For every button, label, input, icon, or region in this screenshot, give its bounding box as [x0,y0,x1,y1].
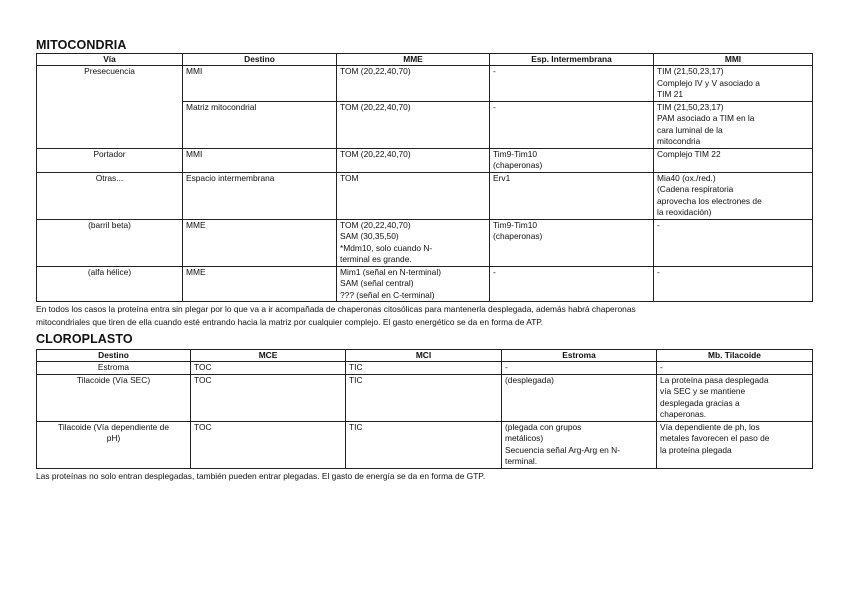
cell-mci-line: TIC [349,374,363,385]
cell-mb-tilacoide-line: metales favorecen el paso de [660,433,770,443]
cell-mmi-line: Mia40 (ox./red.) [657,172,716,183]
cell-mb-tilacoide-line: - [660,362,663,372]
cell-mme-line: TOM [340,172,359,183]
mitocondria-title: MITOCONDRIA [36,38,127,52]
table-row [37,148,813,172]
cell-esp-intermembrana-line: (chaperonas) [493,231,543,241]
mitocondria-note [36,303,812,328]
cell-mme-line: terminal es grande. [340,254,412,264]
cell-estroma-line: (plegada con grupos [505,421,582,432]
table-row [37,172,813,219]
cell-destino-line: MME [186,219,206,230]
cell-mmi [654,101,813,148]
cell-mmi-line: Complejo TIM 22 [657,148,721,159]
cell-mme [337,101,490,148]
mitocondria-header-row [37,54,813,66]
cell-estroma [502,362,657,375]
cell-destino-line: MME [186,266,206,277]
cell-mce [191,421,346,468]
cell-mce [191,362,346,375]
cell-destino-line: Espacio intermembrana [186,172,275,183]
cell-mmi-line: Complejo IV y V asociado a [657,77,760,88]
cell-destino-line: MMI [186,148,203,159]
cell-via-line: Portador [93,148,126,159]
cell-mce [191,374,346,421]
cell-via-line: Otras... [95,172,124,183]
cell-mmi-line: TIM (21,50,23,17) [657,101,724,112]
cell-mci-line: TIC [349,362,363,372]
cell-mmi-line: PAM asociado a TIM en la [657,113,755,123]
cloroplasto-title: CLOROPLASTO [36,332,133,346]
cell-mmi-line: aprovecha los electrones de [657,195,762,206]
cell-esp-intermembrana [490,219,654,266]
cell-mb-tilacoide-line: vía SEC y se mantiene [660,386,746,396]
mitocondria-note-line: mitocondriales que tiren de ella cuando esté entrando hacia la matriz por cualquier complejo. El gasto energético se da en forma de ATP. [36,316,544,327]
cell-mmi-line: - [657,266,660,277]
cell-destino-line: Tilacoide (Vía SEC) [76,374,151,385]
cell-mb-tilacoide-line: La proteína pasa desplegada [660,374,769,385]
cell-estroma-line: Secuencia señal Arg-Arg en N- [505,444,620,455]
cell-mme-line: Mim1 (señal en N-terminal) [340,266,441,277]
cell-destino [37,362,191,375]
cell-via-line: (barril beta) [88,219,131,230]
cell-mce-line: TOC [194,362,212,372]
cell-mb-tilacoide-line: Vía dependiente de ph, los [660,421,760,432]
cell-destino-line: Estroma [97,362,130,372]
cloroplasto-header-row [37,350,813,362]
cell-esp-intermembrana [490,266,654,302]
cell-mb-tilacoide-line: chaperonas. [660,409,707,419]
cell-mci [346,362,502,375]
cell-via-line: (alfa hélice) [87,266,132,277]
cell-mb-tilacoide [657,362,813,375]
table-row [37,374,813,421]
cell-destino [37,421,191,468]
cell-destino [183,219,337,266]
cell-mme-line: TOM (20,22,40,70) [340,101,411,112]
mitocondria-table [36,53,813,302]
header-mmi: MMI [654,54,813,66]
cell-esp-intermembrana-line: Tim9-Tim10 [493,148,538,159]
cell-mb-tilacoide-line: desplegada gracias a [660,397,740,408]
header-mci: MCI [346,350,502,362]
cell-mme [337,148,490,172]
cell-estroma [502,374,657,421]
cell-destino-line: Matriz mitocondrial [186,101,257,112]
cell-mme-line: SAM (señal central) [340,278,414,288]
cloroplasto-table [36,349,813,469]
cell-mmi [654,266,813,302]
cloroplasto-note: Las proteínas no solo entran desplegadas, también pueden entrar plegadas. El gasto de energía se da en forma de GTP. [36,470,486,481]
cell-mme-line: TOM (20,22,40,70) [340,148,411,159]
cell-esp-intermembrana-line: (chaperonas) [493,160,543,170]
cell-destino [183,266,337,302]
table-row [37,266,813,302]
cell-via [37,172,183,219]
cell-mme-line: *Mdm10, solo cuando N- [340,242,433,253]
cell-mce-line: TOC [194,421,212,432]
cell-mmi-line: TIM 21 [657,89,684,99]
cell-via-line: Presecuencia [84,66,135,76]
cell-estroma-line: (desplegada) [505,374,554,385]
cell-mb-tilacoide [657,421,813,468]
cell-esp-intermembrana-line: - [493,266,496,277]
header-esp-intermembrana: Esp. Intermembrana [490,54,654,66]
cell-mme [337,266,490,302]
cell-mce-line: TOC [194,374,212,385]
cell-esp-intermembrana [490,148,654,172]
cell-mmi-line: TIM (21,50,23,17) [657,66,724,76]
cell-estroma-line: metálicos) [505,433,544,443]
cell-via [37,266,183,302]
cell-esp-intermembrana [490,172,654,219]
header-via: Vía [37,54,183,66]
cell-mme [337,219,490,266]
cell-destino-line: MMI [186,66,203,76]
cell-mci [346,421,502,468]
cell-esp-intermembrana-line: - [493,101,496,112]
cell-destino [37,374,191,421]
mitocondria-note-line: En todos los casos la proteína entra sin plegar por lo que va a ir acompañada de chaperonas citosólicas para mantenerla desplegada, además habrá chaperonas [36,304,636,314]
cell-mmi-line: (Cadena respiratoria [657,184,734,194]
cell-destino [183,66,337,102]
cell-mme [337,172,490,219]
cell-mmi [654,66,813,102]
cell-mmi [654,172,813,219]
cell-esp-intermembrana-line: - [493,66,496,76]
cell-via [37,219,183,266]
cell-mmi [654,148,813,172]
header-destino: Destino [37,350,191,362]
cell-destino-line: Tilacoide (Vía dependiente de [58,421,169,432]
cell-mme-line: TOM (20,22,40,70) [340,219,411,230]
cell-mci-line: TIC [349,421,363,432]
header-mce: MCE [191,350,346,362]
cell-mmi-line: - [657,219,660,230]
header-mme: MME [337,54,490,66]
table-row [37,421,813,468]
cell-mmi [654,219,813,266]
cell-estroma-line: - [505,362,508,372]
cell-mme [337,66,490,102]
cell-destino-line: pH) [106,433,121,443]
cell-via [37,148,183,172]
cell-esp-intermembrana-line: Erv1 [493,172,511,183]
header-mb-tilacoide: Mb. Tilacoide [657,350,813,362]
cell-mmi-line: mitocondria [657,136,701,146]
cell-esp-intermembrana [490,66,654,102]
table-row [37,66,813,102]
cell-estroma [502,421,657,468]
cell-mb-tilacoide-line: la proteína plegada [660,444,732,455]
cell-mb-tilacoide [657,374,813,421]
cell-mme-line: TOM (20,22,40,70) [340,66,411,76]
table-row [37,362,813,375]
cell-destino [183,101,337,148]
cell-estroma-line: terminal. [505,456,538,466]
cell-mmi-line: cara luminal de la [657,124,723,135]
document-page [36,38,812,482]
cell-mme-line: ??? (señal en C-terminal) [340,289,435,300]
header-destino: Destino [183,54,337,66]
cell-destino [183,148,337,172]
cell-mme-line: SAM (30,35,50) [340,231,399,241]
cell-destino [183,172,337,219]
cell-mmi-line: la reoxidación) [657,207,712,217]
table-row [37,219,813,266]
cell-mci [346,374,502,421]
header-estroma: Estroma [502,350,657,362]
cell-esp-intermembrana [490,101,654,148]
cell-esp-intermembrana-line: Tim9-Tim10 [493,219,538,230]
cell-via [37,66,183,149]
